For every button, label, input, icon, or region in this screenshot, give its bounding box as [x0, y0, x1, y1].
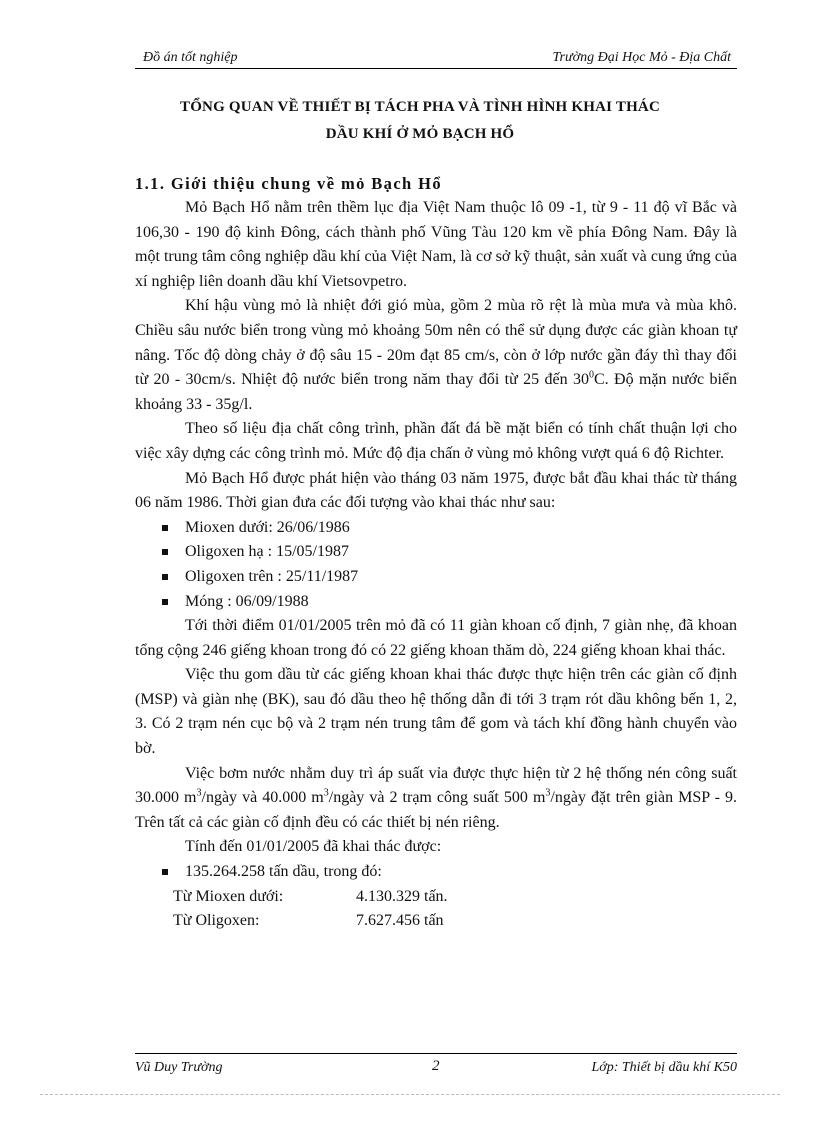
section-heading: 1.1. Giới thiệu chung về mỏ Bạch Hổ — [135, 174, 443, 193]
page-divider — [40, 1094, 780, 1095]
cubic-sup: 3 — [196, 787, 202, 799]
paragraph-production-intro: Tính đến 01/01/2005 đã khai thác được: — [185, 838, 442, 856]
bullet-square-icon — [162, 599, 168, 605]
paragraph-climate-text: Khí hậu vùng mỏ là nhiệt đới gió mùa, gồm 2 mùa rõ rệt là mùa mưa và mùa khô. Chiều sâu nước biển trong vùng mỏ khoảng 50m nên có thể sử dụng được các giàn khoan tự nâng. Tốc độ dòng chảy ở độ sâu 15 - 20m đạt 85 cm/s, còn ở lớp nước gần đáy thì thay đổi từ 20 - 30cm/s. Nhiệt độ nước biển trong năm thay đổi từ 25 đến 30 — [135, 297, 737, 389]
list-item — [135, 860, 737, 885]
page-footer — [135, 1053, 737, 1078]
cubic-sup: 3 — [323, 787, 329, 799]
list-item — [135, 565, 737, 590]
p7-part-b: /ngày và 40.000 m — [201, 789, 324, 807]
bullet-square-icon — [162, 869, 168, 875]
paragraph-wells: Tới thời điểm 01/01/2005 trên mỏ đã có 11 giàn khoan cố định, 7 giàn nhẹ, đã khoan tổng cộng 246 giếng khoan trong đó có 22 giếng khoan thăm dò, 224 giếng khoan khai thác. — [135, 617, 737, 659]
page-number: 2 — [432, 1058, 440, 1074]
degree-sup: 0 — [588, 369, 594, 381]
production-row — [135, 885, 737, 910]
paragraph-climate-end: C. Độ mặn nước biển khoảng 33 - 35g/l. — [135, 371, 737, 413]
p7-part-a: Việc bơm nước nhằm duy trì áp suất vỉa được thực hiện từ 2 hệ thống nén công suất 30.000 m — [135, 764, 737, 807]
paragraph-water-injection — [135, 762, 737, 836]
footer-author: Vũ Duy Trường — [135, 1060, 223, 1075]
list-item-text: Móng : 06/09/1988 — [185, 592, 309, 610]
body-text — [135, 196, 737, 934]
list-item — [135, 540, 737, 565]
paragraph-gathering: Việc thu gom dầu từ các giếng khoan khai thác được thực hiện trên các giàn cố định (MSP) và giàn nhẹ (BK), sau đó dầu theo hệ thống dẫn đi tới 3 trạm rót dầu không bến 1, 2, 3. Có 2 trạm nén cục bộ và 2 trạm nén trung tâm để gom và tách khí đồng hành chuyển vào bờ. — [135, 666, 737, 758]
bullet-square-icon — [162, 574, 168, 580]
production-value: 4.130.329 tấn. — [356, 887, 448, 905]
chapter-title-line-1: TỔNG QUAN VỀ THIẾT BỊ TÁCH PHA VÀ TÌNH HÌNH KHAI THÁC — [179, 99, 661, 115]
list-item-text: Mioxen dưới: 26/06/1986 — [185, 518, 350, 536]
header-university: Trường Đại Học Mỏ - Địa Chất — [552, 50, 731, 65]
paragraph-geology: Theo số liệu địa chất công trình, phần đất đá bề mặt biển có tính chất thuận lợi cho việc xây dựng các công trình mỏ. Mức độ địa chấn ở vùng mỏ không vượt quá 6 độ Richter. — [135, 420, 737, 462]
list-item-text: Oligoxen hạ : 15/05/1987 — [185, 543, 349, 561]
bullet-square-icon — [162, 525, 168, 531]
list-item-text: Oligoxen trên : 25/11/1987 — [185, 567, 359, 585]
p7-part-d: /ngày đặt trên giàn MSP - 9. Trên tất cả các giàn cố định đều có các thiết bị nén riêng. — [135, 789, 737, 831]
footer-class: Lớp: Thiết bị dầu khí K50 — [591, 1060, 737, 1075]
cubic-sup: 3 — [545, 787, 551, 799]
page-header — [135, 50, 737, 69]
paragraph-climate — [135, 294, 737, 417]
list-item — [135, 590, 737, 615]
list-item — [135, 516, 737, 541]
chapter-title — [100, 94, 740, 148]
production-value: 7.627.456 tấn — [356, 912, 444, 930]
production-row — [135, 909, 737, 934]
production-label: Từ Mioxen dưới: — [173, 887, 284, 905]
p7-part-c: /ngày và 2 trạm công suất 500 m — [328, 789, 546, 807]
bullet-square-icon — [162, 549, 168, 555]
chapter-title-line-2: DẦU KHÍ Ở MỎ BẠCH HỔ — [325, 126, 515, 142]
list-item-text: 135.264.258 tấn dầu, trong đó: — [185, 863, 382, 881]
header-doc-type: Đồ án tốt nghiệp — [143, 50, 238, 65]
paragraph-discovery: Mỏ Bạch Hổ được phát hiện vào tháng 03 năm 1975, được bắt đầu khai thác từ tháng 06 năm 1986. Thời gian đưa các đối tượng vào khai thác như sau: — [135, 469, 737, 512]
production-label: Từ Oligoxen: — [173, 912, 260, 930]
paragraph-location: Mỏ Bạch Hổ nằm trên thềm lục địa Việt Nam thuộc lô 09 -1, từ 9 - 11 độ vĩ Bắc và 106,30 - 190 độ kinh Đông, cách thành phố Vũng Tàu 120 km về phía Đông Nam. Đây là một trung tâm công nghiệp dầu khí của Việt Nam, là cơ sở kỹ thuật, sản xuất và cung ứng của xí nghiệp liên doanh dầu khí Vietsovpetro. — [135, 199, 737, 290]
